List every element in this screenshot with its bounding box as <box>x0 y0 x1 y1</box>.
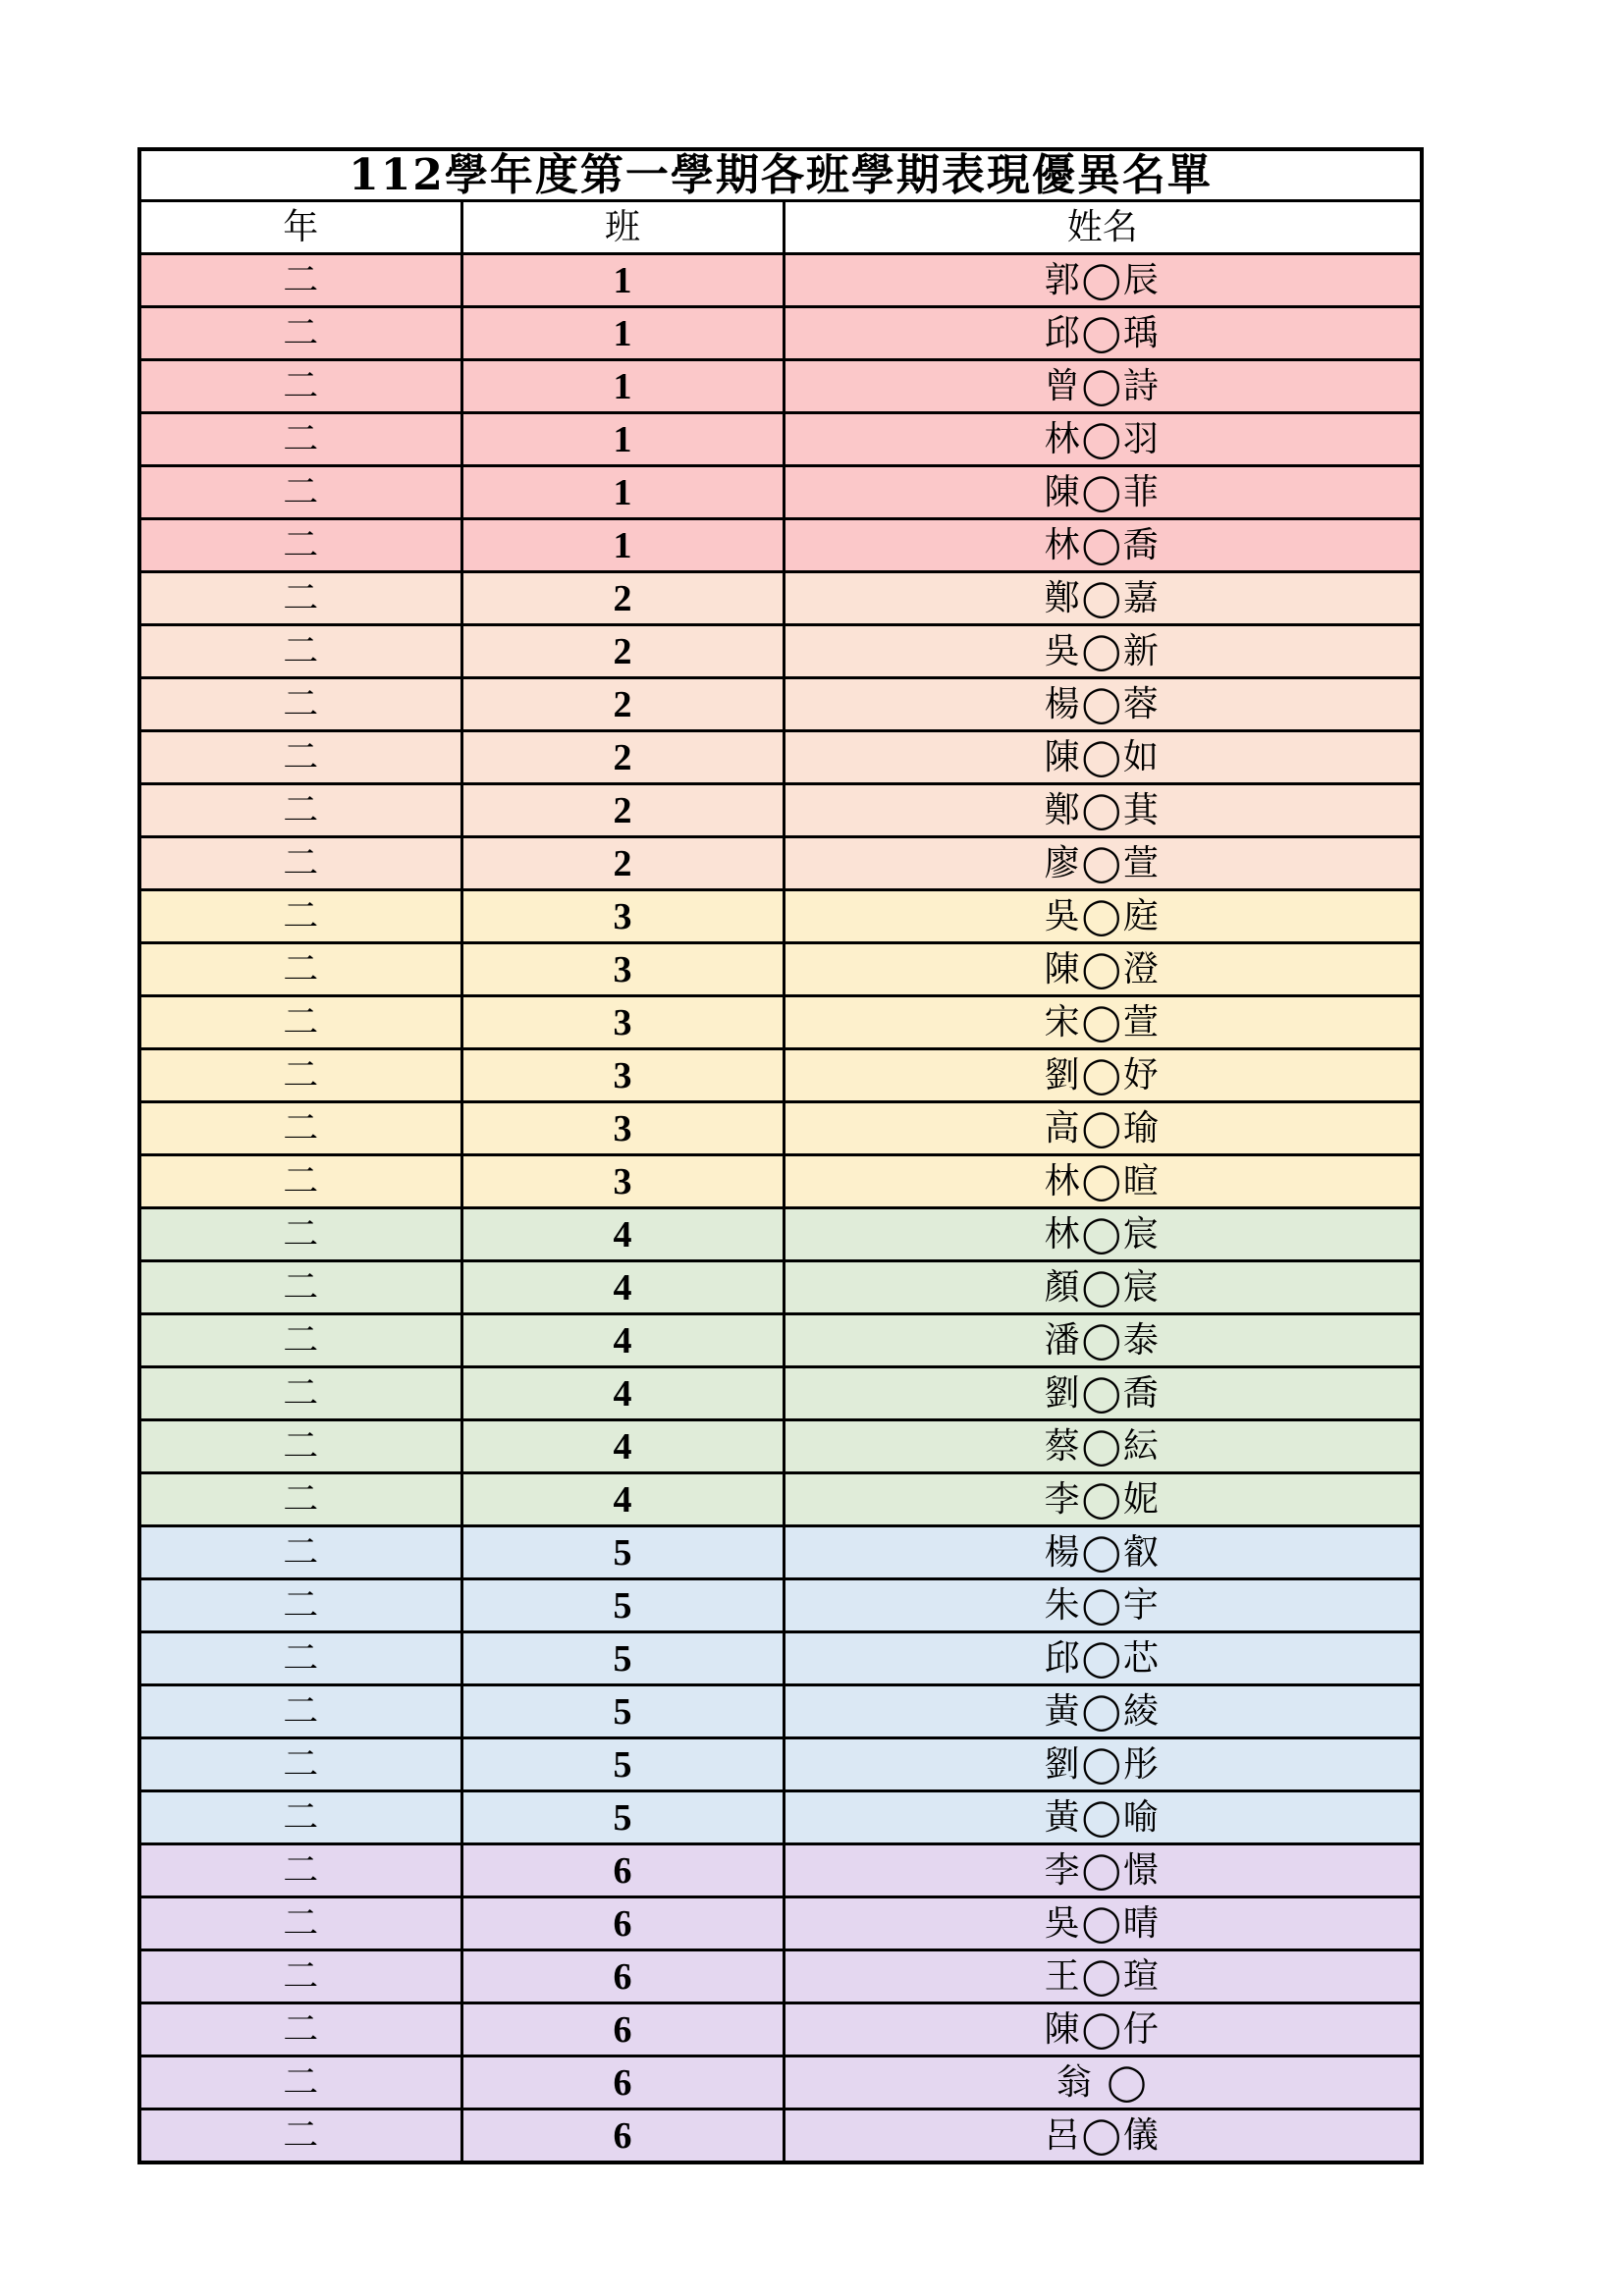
table-row <box>139 2003 1422 2056</box>
table-row <box>139 1049 1422 1102</box>
name-cell: 李◯憬 <box>784 1844 1422 1897</box>
grade-cell: 二 <box>139 1844 461 1897</box>
grade-cell: 二 <box>139 1261 461 1314</box>
name-cell: 楊◯蓉 <box>784 678 1422 731</box>
table-row <box>139 837 1422 890</box>
grade-cell: 二 <box>139 1420 461 1473</box>
grade-cell: 二 <box>139 1579 461 1632</box>
class-cell: 6 <box>461 2056 784 2109</box>
class-cell: 4 <box>461 1473 784 1526</box>
class-cell: 3 <box>461 1102 784 1155</box>
name-cell: 高◯瑜 <box>784 1102 1422 1155</box>
table-row <box>139 784 1422 837</box>
name-cell: 鄭◯嘉 <box>784 572 1422 625</box>
grade-cell: 二 <box>139 837 461 890</box>
table-row <box>139 996 1422 1049</box>
grade-cell: 二 <box>139 1526 461 1579</box>
table-row <box>139 625 1422 678</box>
table-row <box>139 1261 1422 1314</box>
table-row <box>139 1844 1422 1897</box>
grade-cell: 二 <box>139 1685 461 1738</box>
table-row <box>139 678 1422 731</box>
name-cell: 劉◯喬 <box>784 1367 1422 1420</box>
name-cell: 劉◯妤 <box>784 1049 1422 1102</box>
grade-cell: 二 <box>139 731 461 784</box>
grade-cell: 二 <box>139 1049 461 1102</box>
class-cell: 1 <box>461 466 784 519</box>
class-cell: 4 <box>461 1420 784 1473</box>
table-row <box>139 1685 1422 1738</box>
grade-cell: 二 <box>139 625 461 678</box>
class-cell: 1 <box>461 413 784 466</box>
grade-cell: 二 <box>139 1950 461 2003</box>
grade-cell: 二 <box>139 1791 461 1844</box>
class-cell: 3 <box>461 1155 784 1208</box>
grade-cell: 二 <box>139 784 461 837</box>
header-class: 班 <box>461 201 784 254</box>
class-cell: 4 <box>461 1367 784 1420</box>
class-cell: 1 <box>461 254 784 307</box>
table-title: 112學年度第一學期各班學期表現優異名單 <box>139 149 1422 201</box>
grade-cell: 二 <box>139 519 461 572</box>
grade-cell: 二 <box>139 2003 461 2056</box>
class-cell: 2 <box>461 784 784 837</box>
grade-cell: 二 <box>139 1897 461 1950</box>
name-cell: 陳◯澄 <box>784 943 1422 996</box>
grade-cell: 二 <box>139 413 461 466</box>
name-cell: 潘◯泰 <box>784 1314 1422 1367</box>
grade-cell: 二 <box>139 1738 461 1791</box>
grade-cell: 二 <box>139 1367 461 1420</box>
grade-cell: 二 <box>139 2056 461 2109</box>
name-cell: 陳◯菲 <box>784 466 1422 519</box>
name-cell: 呂◯儀 <box>784 2109 1422 2163</box>
table-row <box>139 1579 1422 1632</box>
name-cell: 劉◯彤 <box>784 1738 1422 1791</box>
table-row <box>139 1526 1422 1579</box>
class-cell: 6 <box>461 1844 784 1897</box>
name-cell: 邱◯芯 <box>784 1632 1422 1685</box>
class-cell: 2 <box>461 572 784 625</box>
table-row <box>139 1738 1422 1791</box>
grade-cell: 二 <box>139 1632 461 1685</box>
name-cell: 吳◯晴 <box>784 1897 1422 1950</box>
class-cell: 2 <box>461 625 784 678</box>
class-cell: 3 <box>461 890 784 943</box>
name-cell: 林◯喬 <box>784 519 1422 572</box>
grade-cell: 二 <box>139 572 461 625</box>
class-cell: 2 <box>461 731 784 784</box>
name-cell: 林◯暄 <box>784 1155 1422 1208</box>
class-cell: 4 <box>461 1314 784 1367</box>
class-cell: 4 <box>461 1208 784 1261</box>
grade-cell: 二 <box>139 1473 461 1526</box>
name-cell: 翁 ◯ <box>784 2056 1422 2109</box>
name-cell: 黃◯喻 <box>784 1791 1422 1844</box>
name-cell: 吳◯庭 <box>784 890 1422 943</box>
name-cell: 邱◯瑀 <box>784 307 1422 360</box>
grade-cell: 二 <box>139 2109 461 2163</box>
name-cell: 蔡◯紜 <box>784 1420 1422 1473</box>
grade-cell: 二 <box>139 254 461 307</box>
grade-cell: 二 <box>139 360 461 413</box>
table-row <box>139 1102 1422 1155</box>
grade-cell: 二 <box>139 943 461 996</box>
name-cell: 李◯妮 <box>784 1473 1422 1526</box>
class-cell: 5 <box>461 1632 784 1685</box>
class-cell: 2 <box>461 837 784 890</box>
name-cell: 宋◯萱 <box>784 996 1422 1049</box>
name-cell: 黃◯綾 <box>784 1685 1422 1738</box>
class-cell: 1 <box>461 519 784 572</box>
class-cell: 6 <box>461 2003 784 2056</box>
name-cell: 郭◯辰 <box>784 254 1422 307</box>
table-row <box>139 1208 1422 1261</box>
header-grade: 年 <box>139 201 461 254</box>
table-row <box>139 1791 1422 1844</box>
name-cell: 楊◯叡 <box>784 1526 1422 1579</box>
class-cell: 1 <box>461 307 784 360</box>
table-row <box>139 943 1422 996</box>
class-cell: 5 <box>461 1526 784 1579</box>
grade-cell: 二 <box>139 890 461 943</box>
class-cell: 3 <box>461 996 784 1049</box>
name-cell: 陳◯仔 <box>784 2003 1422 2056</box>
table-row <box>139 731 1422 784</box>
table-row <box>139 360 1422 413</box>
grade-cell: 二 <box>139 307 461 360</box>
table-row <box>139 2056 1422 2109</box>
class-cell: 4 <box>461 1261 784 1314</box>
table-body <box>139 254 1422 2163</box>
name-cell: 王◯瑄 <box>784 1950 1422 2003</box>
name-cell: 林◯羽 <box>784 413 1422 466</box>
table-row <box>139 1632 1422 1685</box>
table-row <box>139 254 1422 307</box>
header-name: 姓名 <box>784 201 1422 254</box>
grade-cell: 二 <box>139 1208 461 1261</box>
class-cell: 5 <box>461 1579 784 1632</box>
class-cell: 3 <box>461 1049 784 1102</box>
name-cell: 朱◯宇 <box>784 1579 1422 1632</box>
table-row <box>139 519 1422 572</box>
name-cell: 廖◯萱 <box>784 837 1422 890</box>
table-row <box>139 1420 1422 1473</box>
grade-cell: 二 <box>139 678 461 731</box>
table-row <box>139 1473 1422 1526</box>
class-cell: 2 <box>461 678 784 731</box>
grade-cell: 二 <box>139 1314 461 1367</box>
class-cell: 6 <box>461 1950 784 2003</box>
title-row <box>139 149 1422 201</box>
table-row <box>139 572 1422 625</box>
name-cell: 曾◯詩 <box>784 360 1422 413</box>
table-row <box>139 413 1422 466</box>
table-row <box>139 1367 1422 1420</box>
class-cell: 5 <box>461 1738 784 1791</box>
table-row <box>139 307 1422 360</box>
name-cell: 顏◯宸 <box>784 1261 1422 1314</box>
class-cell: 1 <box>461 360 784 413</box>
header-row <box>139 201 1422 254</box>
name-cell: 陳◯如 <box>784 731 1422 784</box>
grade-cell: 二 <box>139 466 461 519</box>
grade-cell: 二 <box>139 1155 461 1208</box>
table-row <box>139 1897 1422 1950</box>
class-cell: 6 <box>461 1897 784 1950</box>
name-cell: 鄭◯萁 <box>784 784 1422 837</box>
table-row <box>139 1155 1422 1208</box>
table-row <box>139 1314 1422 1367</box>
class-cell: 5 <box>461 1685 784 1738</box>
table-row <box>139 466 1422 519</box>
class-cell: 5 <box>461 1791 784 1844</box>
name-cell: 林◯宸 <box>784 1208 1422 1261</box>
table-row <box>139 890 1422 943</box>
name-cell: 吳◯新 <box>784 625 1422 678</box>
table-row <box>139 1950 1422 2003</box>
class-cell: 6 <box>461 2109 784 2163</box>
honor-roll-table <box>137 147 1424 2164</box>
class-cell: 3 <box>461 943 784 996</box>
grade-cell: 二 <box>139 1102 461 1155</box>
table-row <box>139 2109 1422 2163</box>
grade-cell: 二 <box>139 996 461 1049</box>
